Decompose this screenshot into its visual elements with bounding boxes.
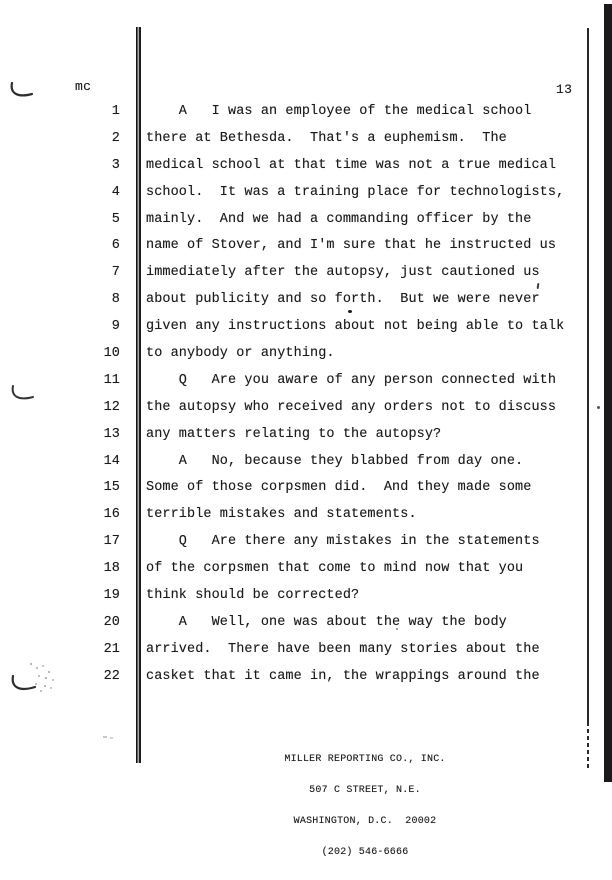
line-number: 13 — [103, 426, 120, 442]
line-text: medical school at that time was not a true medical — [146, 157, 557, 173]
line-text: the autopsy who received any orders not to discuss — [146, 399, 557, 415]
line-text: Q Are there any mistakes in the statements — [146, 534, 540, 550]
transcript-line — [0, 207, 604, 234]
line-text: Some of those corpsmen did. And they made some — [146, 480, 532, 496]
footer-line: 507 C STREET, N.E. — [309, 785, 421, 797]
footer-line: WASHINGTON, D.C. 20002 — [293, 816, 437, 828]
line-number: 21 — [103, 641, 120, 657]
line-number: 18 — [103, 561, 120, 577]
line-text: to anybody or anything. — [146, 346, 335, 362]
line-number: 5 — [111, 211, 120, 227]
line-number: 16 — [103, 507, 120, 523]
line-number: 8 — [111, 292, 120, 308]
line-number: 12 — [103, 399, 120, 415]
line-number: 22 — [103, 668, 120, 684]
transcript-line — [0, 287, 604, 314]
transcript-line — [0, 664, 604, 691]
line-text: A I was an employee of the medical school — [146, 104, 532, 119]
transcript-line — [0, 153, 604, 180]
line-number: 7 — [111, 265, 120, 281]
scan-edge-band — [604, 4, 612, 782]
transcript-line — [0, 449, 604, 476]
transcript-line — [0, 422, 604, 449]
transcript-line — [0, 637, 604, 664]
transcript-line — [0, 180, 604, 207]
line-number: 15 — [103, 480, 120, 496]
transcript-line — [0, 233, 604, 260]
transcript-body — [0, 99, 604, 691]
transcript-line — [0, 341, 604, 368]
scan-artifact — [110, 737, 113, 739]
transcript-line — [0, 475, 604, 502]
line-text: given any instructions about not being able to talk — [146, 319, 565, 335]
line-text: name of Stover, and I'm sure that he instructed us — [146, 238, 557, 254]
line-text: Q Are you aware of any person connected with — [146, 372, 557, 388]
line-number: 17 — [103, 534, 120, 550]
line-text: casket that it came in, the wrappings around the — [146, 668, 540, 684]
line-number: 4 — [111, 184, 120, 200]
line-number: 19 — [103, 588, 120, 604]
line-number: 9 — [111, 319, 120, 335]
line-text: any matters relating to the autopsy? — [146, 426, 442, 442]
transcript-line — [0, 556, 604, 583]
line-text: A Well, one was about the way the body — [146, 614, 507, 630]
transcript-line — [0, 583, 604, 610]
line-text: immediately after the autopsy, just cautioned us — [146, 265, 540, 281]
transcript-line — [0, 395, 604, 422]
stenographer-initials: mc — [75, 79, 92, 94]
transcript-line — [0, 314, 604, 341]
transcript-line — [0, 529, 604, 556]
line-number: 2 — [111, 130, 120, 146]
line-number: 3 — [111, 157, 120, 173]
line-text: mainly. And we had a commanding officer by the — [146, 211, 532, 227]
line-number: 20 — [103, 614, 120, 630]
line-number: 10 — [103, 346, 120, 362]
footer-line: (202) 546-6666 — [321, 847, 409, 859]
line-text: about publicity and so forth. But we were never — [146, 292, 540, 308]
transcript-line — [0, 99, 604, 126]
transcript-line — [0, 260, 604, 287]
page-number: 13 — [556, 82, 573, 97]
scan-artifact — [103, 736, 107, 738]
line-text: arrived. There have been many stories about the — [146, 641, 540, 657]
line-text: school. It was a training place for technologists, — [146, 184, 565, 200]
line-text: terrible mistakes and statements. — [146, 507, 417, 523]
line-text: of the corpsmen that come to mind now that you — [146, 561, 524, 577]
right-margin-rule-dashed — [587, 722, 589, 770]
line-text: there at Bethesda. That's a euphemism. The — [146, 130, 507, 146]
transcript-line — [0, 126, 604, 153]
reporter-footer — [284, 734, 445, 880]
line-number: 14 — [103, 453, 120, 469]
transcript-line — [0, 502, 604, 529]
line-number: 6 — [111, 238, 120, 254]
footer-line: MILLER REPORTING CO., INC. — [284, 753, 446, 765]
line-text: A No, because they blabbed from day one. — [146, 453, 524, 469]
line-text: think should be corrected? — [146, 588, 360, 604]
line-number: 11 — [103, 372, 120, 388]
transcript-line — [0, 368, 604, 395]
line-number: 1 — [111, 104, 120, 119]
transcript-line — [0, 610, 604, 637]
